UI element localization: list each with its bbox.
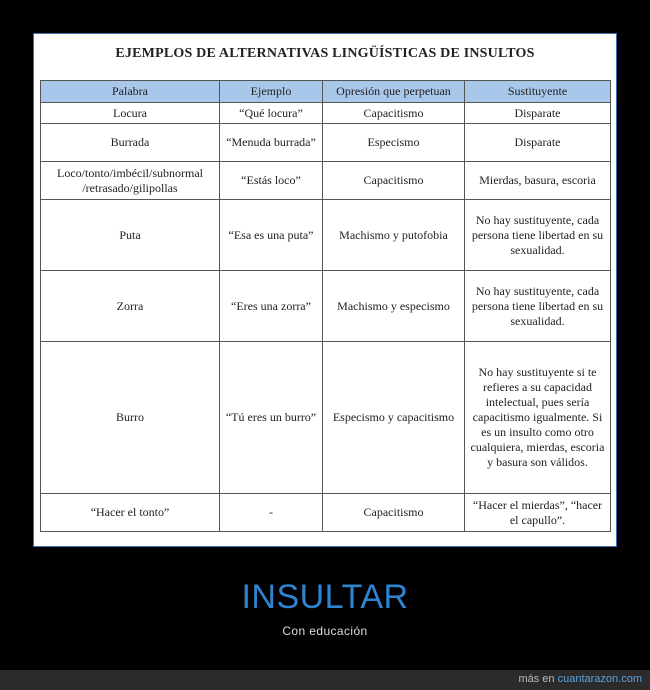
- table-cell: Capacitismo: [323, 103, 465, 124]
- table-cell: No hay sustituyente, cada persona tiene libertad en su sexualidad.: [465, 200, 611, 271]
- table-row: [41, 162, 611, 200]
- post-subtitle: Con educación: [282, 624, 368, 638]
- site-credit: [518, 673, 642, 685]
- table-cell: Capacitismo: [323, 162, 465, 200]
- column-header: Ejemplo: [220, 81, 323, 103]
- table-cell: Zorra: [41, 271, 220, 342]
- table-cell: Especismo y capacitismo: [323, 342, 465, 494]
- table-cell: Especismo: [323, 124, 465, 162]
- site-link[interactable]: cuantarazon.com: [557, 673, 642, 685]
- table-row: [41, 103, 611, 124]
- table-cell: “Hacer el tonto”: [41, 494, 220, 532]
- table-cell: Burro: [41, 342, 220, 494]
- table-cell: -: [220, 494, 323, 532]
- insults-table: [40, 80, 611, 532]
- table-cell: Loco/tonto/imbécil/subnormal /retrasado/gilipollas: [41, 162, 220, 200]
- column-header: Opresión que perpetuan: [323, 81, 465, 103]
- table-row: [41, 271, 611, 342]
- table-cell: No hay sustituyente si te refieres a su capacidad intelectual, pues sería capacitismo igualmente. Si es un insulto como otro cualquiera, mierdas, escoria y basura son válidos.: [465, 342, 611, 494]
- table-cell: Machismo y especismo: [323, 271, 465, 342]
- table-cell: “Qué locura”: [220, 103, 323, 124]
- document-title: EJEMPLOS DE ALTERNATIVAS LINGÜÍSTICAS DE INSULTOS: [115, 46, 535, 61]
- table-row: [41, 342, 611, 494]
- table-cell: “Esa es una puta”: [220, 200, 323, 271]
- credit-prefix: más en: [518, 673, 555, 685]
- table-cell: “Tú eres un burro”: [220, 342, 323, 494]
- post-title: INSULTAR: [241, 578, 409, 616]
- table-row: [41, 494, 611, 532]
- table-cell: Locura: [41, 103, 220, 124]
- table-cell: Capacitismo: [323, 494, 465, 532]
- image-frame: [33, 33, 617, 547]
- table-cell: “Menuda burrada”: [220, 124, 323, 162]
- bottom-bar: [0, 670, 650, 690]
- table-row: [41, 200, 611, 271]
- table-cell: Burrada: [41, 124, 220, 162]
- table-cell: “Estás loco”: [220, 162, 323, 200]
- table-header-row: [41, 81, 611, 103]
- table-cell: “Hacer el mierdas”, “hacer el capullo”.: [465, 494, 611, 532]
- column-header: Sustituyente: [465, 81, 611, 103]
- column-header: Palabra: [41, 81, 220, 103]
- table-cell: Puta: [41, 200, 220, 271]
- table-cell: “Eres una zorra”: [220, 271, 323, 342]
- table-cell: Mierdas, basura, escoria: [465, 162, 611, 200]
- table-row: [41, 124, 611, 162]
- table-cell: No hay sustituyente, cada persona tiene libertad en su sexualidad.: [465, 271, 611, 342]
- table-cell: Disparate: [465, 124, 611, 162]
- table-cell: Machismo y putofobia: [323, 200, 465, 271]
- table-cell: Disparate: [465, 103, 611, 124]
